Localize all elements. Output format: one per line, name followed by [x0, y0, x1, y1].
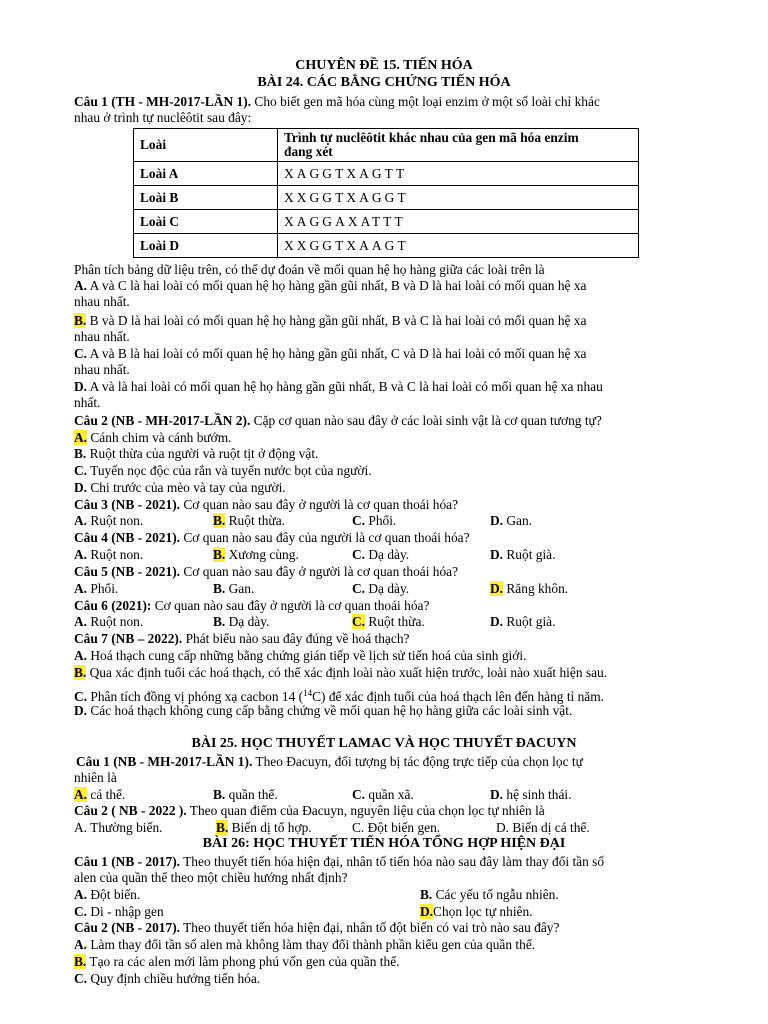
q26-1-option-b-key: B. [420, 887, 433, 902]
q1-option-d-text: A và là hai loài có mối quan hệ họ hàng gần gũi nhất, B và C là hai loài có mối quan hệ xa nhau [87, 379, 603, 394]
q26-1-stem-text: Theo thuyết tiến hóa hiện đại, nhân tố tiến hóa nào sau đây làm thay đổi tần số [180, 854, 605, 869]
q25-1-option-a [74, 787, 125, 803]
q26-1-option-a-key: A. [74, 887, 88, 902]
table-header-row [134, 129, 639, 162]
q3-option-d [490, 513, 532, 529]
q7-option-d [74, 703, 714, 719]
q6-option-b [213, 614, 269, 630]
table-cell-sequence: XAGGTXAGTT [278, 162, 639, 186]
q26-1-option-c [74, 904, 164, 920]
q26-2-option-a-key: A. [74, 937, 88, 952]
q1-option-d-cont: nhất. [74, 395, 101, 410]
table-cell-species: Loài A [134, 162, 278, 186]
q1-option-c-key: C. [74, 346, 88, 361]
q1-option-c-cont: nhau nhất. [74, 362, 130, 377]
q26-1-option-b [420, 887, 559, 903]
q6-stem-text: Cơ quan nào sau đây ở người là cơ quan thoái hóa? [151, 598, 430, 613]
q25-1-option-a-text: cá thể. [87, 787, 126, 802]
q6-option-d-key: D. [490, 614, 504, 629]
q1-stem-line2: nhau ở trình tự nuclêôtit sau đây: [74, 110, 252, 125]
q26-1-option-d [420, 904, 533, 920]
q7-option-c-key: C. [74, 689, 88, 704]
q5-option-a [74, 581, 118, 597]
q6-option-a-key: A. [74, 614, 88, 629]
q25-2-option-c-text: Đột biến gen. [364, 820, 441, 835]
q6-stem [74, 598, 714, 614]
q25-2-stem-text: Theo quan điểm của Đacuyn, nguyên liệu của chọn lọc tự nhiên là [186, 803, 545, 818]
q5-stem-text: Cơ quan nào sau đây ở người là cơ quan thoái hóa? [180, 564, 459, 579]
q25-1-option-c-key: C. [352, 787, 366, 802]
q25-1-label: Câu 1 (NB - MH-2017-LẦN 1). [76, 754, 253, 769]
q2-option-d-key: D. [74, 480, 88, 495]
q4-option-a-key: A. [74, 547, 88, 562]
q3-option-a-text: Ruột non. [87, 513, 144, 528]
q2-option-a [74, 430, 714, 446]
q25-2-label: Câu 2 ( NB - 2022 ). [74, 803, 187, 818]
q7-option-a-key: A. [74, 648, 88, 663]
q4-stem-text: Cơ quan nào sau đây của người là cơ quan thoái hóa? [180, 530, 470, 545]
q4-option-b [213, 547, 299, 563]
q25-1-option-b [213, 787, 278, 803]
q4-option-c-key: C. [352, 547, 366, 562]
q3-label: Câu 3 (NB - 2021). [74, 497, 181, 512]
table-cell-species: Loài C [134, 210, 278, 234]
q26-2-option-a [74, 937, 714, 953]
q3-option-b-text: Ruột thừa. [225, 513, 285, 528]
q26-2-option-b-key-correct: B. [74, 954, 87, 969]
q5-option-d-text: Răng khôn. [503, 581, 569, 596]
q2-option-c [74, 463, 714, 479]
q7-option-d-key: D. [74, 703, 88, 718]
q25-2-option-b [216, 820, 312, 836]
table-header-species: Loài [134, 129, 278, 162]
q26-1-option-a [74, 887, 140, 903]
table-row [134, 210, 639, 234]
q25-1-option-d-key: D. [490, 787, 504, 802]
q4-option-d-key: D. [490, 547, 504, 562]
q26-2-option-b [74, 954, 714, 970]
q25-2-option-b-text: Biến dị tổ hợp. [228, 820, 312, 835]
q25-2-option-d [496, 820, 590, 836]
q26-1-option-a-text: Đột biến. [87, 887, 141, 902]
q7-option-b [74, 665, 714, 681]
q3-stem-text: Cơ quan nào sau đây ở người là cơ quan thoái hóa? [180, 497, 459, 512]
q2-label: Câu 2 (NB - MH-2017-LẦN 2). [74, 413, 251, 428]
q6-option-d-text: Ruột già. [503, 614, 556, 629]
q7-option-d-text: Các hoá thạch không cung cấp bằng chứng về mối quan hệ họ hàng giữa các loài sinh vật. [87, 703, 573, 718]
q4-label: Câu 4 (NB - 2021). [74, 530, 181, 545]
q2-option-d-text: Chi trước của mèo và tay của người. [87, 480, 286, 495]
q2-option-b-key: B. [74, 446, 87, 461]
q7-stem [74, 631, 714, 647]
q26-2-option-c [74, 971, 714, 987]
table-header-sequence-line1: Trình tự nuclêôtit khác nhau của gen mã hóa enzim [284, 130, 579, 145]
q25-1-option-d [490, 787, 571, 803]
q2-option-a-key-correct: A. [74, 430, 88, 445]
q26-2-label: Câu 2 (NB - 2017). [74, 920, 181, 935]
q25-2-option-d-key: D. [496, 820, 510, 835]
q1-option-b-text: B và D là hai loài có mối quan hệ họ hàng gần gũi nhất, B và C là hai loài có mối quan hệ xa [86, 313, 587, 328]
q26-1-option-b-text: Các yếu tố ngẫu nhiên. [432, 887, 559, 902]
q7-option-a [74, 648, 714, 664]
table-cell-sequence: XXGGTXAGGT [278, 186, 639, 210]
q26-2-stem [74, 920, 714, 936]
q2-stem [74, 413, 714, 429]
q3-option-c-text: Phổi. [365, 513, 397, 528]
q26-2-option-c-key: C. [74, 971, 88, 986]
q1-stem-text: Cho biết gen mã hóa cùng một loại enzim ở một số loài chỉ khác [251, 94, 600, 109]
q3-option-c [352, 513, 396, 529]
table-row [134, 186, 639, 210]
lesson-25-title: BÀI 25. HỌC THUYẾT LAMAC VÀ HỌC THUYẾT ĐACUYN [191, 736, 577, 751]
q1-option-a-text: A và C là hai loài có mối quan hệ họ hàng gần gũi nhất, B và D là hai loài có mối quan hệ xa [87, 278, 587, 293]
q25-1-option-a-key-correct: A. [74, 787, 88, 802]
q5-option-c [352, 581, 409, 597]
lesson-24-title: BÀI 24. CÁC BẰNG CHỨNG TIẾN HÓA [257, 75, 511, 90]
q25-1-stem-text: Theo Đacuyn, đối tượng bị tác động trực tiếp của chọn lọc tự [252, 754, 583, 769]
table-cell-sequence: XAGGAXATTT [278, 210, 639, 234]
q5-option-d-key-correct: D. [490, 581, 504, 596]
q7-option-c-superscript: 14 [303, 688, 313, 698]
chapter-title: CHUYÊN ĐỀ 15. TIẾN HÓA [295, 58, 473, 73]
q4-option-b-key-correct: B. [213, 547, 226, 562]
q5-option-d [490, 581, 568, 597]
q1-option-d [74, 379, 714, 395]
q2-option-c-key: C. [74, 463, 88, 478]
q1-option-a-key: A. [74, 278, 88, 293]
q4-option-d-text: Ruột già. [503, 547, 556, 562]
q3-option-b-key-correct: B. [213, 513, 226, 528]
q3-option-a [74, 513, 143, 529]
lesson-26-title: BÀI 26: HỌC THUYẾT TIẾN HÓA TỔNG HỢP HIỆN ĐẠI [202, 836, 566, 851]
q1-label: Câu 1 (TH - MH-2017-LẦN 1). [74, 94, 252, 109]
q25-1-stem-line1 [76, 754, 716, 770]
q6-option-c-text: Ruột thừa. [365, 614, 425, 629]
q7-option-c-text-before: Phân tích đồng vị phóng xạ cacbon 14 ( [87, 689, 304, 704]
table-header-sequence-line2: đang xét [284, 144, 333, 159]
q2-option-b [74, 446, 714, 462]
q25-2-option-a-key: A. [74, 820, 88, 835]
q25-2-option-b-key-correct: B. [216, 820, 229, 835]
q6-option-a [74, 614, 143, 630]
q3-stem [74, 497, 714, 513]
q1-option-d-key: D. [74, 379, 88, 394]
q26-1-option-d-text: Chọn lọc tự nhiên. [433, 904, 533, 919]
q7-option-c [74, 685, 714, 705]
q7-option-c-text-after: C) để xác định tuổi của hoá thạch lên đến hàng tỉ năm. [312, 689, 605, 704]
q5-option-b-text: Gan. [225, 581, 255, 596]
table-header-sequence [278, 129, 639, 162]
q1-option-c-text: A và B là hai loài có mối quan hệ họ hàng gần gũi nhất, C và D là hai loài có mối quan hệ xa [87, 346, 587, 361]
q6-option-a-text: Ruột non. [87, 614, 144, 629]
table-row [134, 162, 639, 186]
q1-stem-line1 [74, 94, 714, 110]
q6-option-c-key-correct: C. [352, 614, 366, 629]
q2-stem-text: Cặp cơ quan nào sau đây ở các loài sinh vật là cơ quan tương tự? [250, 413, 602, 428]
q1-option-b-key-correct: B. [74, 313, 87, 328]
q6-option-b-text: Dạ dày. [225, 614, 270, 629]
q26-2-option-b-text: Tạo ra các alen mới làm phong phú vốn gen của quần thể. [86, 954, 400, 969]
q6-label: Câu 6 (2021): [74, 598, 152, 613]
q25-2-option-a-text: Thường biến. [87, 820, 163, 835]
q26-1-option-c-key: C. [74, 904, 88, 919]
q4-option-d [490, 547, 555, 563]
q25-2-stem [74, 803, 714, 819]
q7-option-a-text: Hoá thạch cung cấp những bằng chứng gián tiếp về lịch sử tiến hoá của sinh giới. [87, 648, 527, 663]
q26-1-stem-line2: alen của quần thể theo một chiều hướng nhất định? [74, 870, 348, 885]
q26-2-option-a-text: Làm thay đổi tần số alen mà không làm thay đổi thành phần kiểu gen của quần thể. [87, 937, 536, 952]
q1-option-b-cont: nhau nhất. [74, 329, 130, 344]
q7-label: Câu 7 (NB – 2022). [74, 631, 183, 646]
q1-option-a [74, 278, 714, 294]
q26-1-option-c-text: Di - nhập gen [87, 904, 164, 919]
q2-option-b-text: Ruột thừa của người và ruột tịt ở động vật. [86, 446, 319, 461]
q5-option-a-key: A. [74, 581, 88, 596]
q3-option-d-text: Gan. [503, 513, 533, 528]
q1-after-table: Phân tích bảng dữ liệu trên, có thể dự đoán về mối quan hệ họ hàng giữa các loài trên là [74, 262, 545, 277]
q4-option-a-text: Ruột non. [87, 547, 144, 562]
q5-option-a-text: Phổi. [87, 581, 119, 596]
table-row [134, 234, 639, 258]
table-cell-sequence: XXGGTXAAGT [278, 234, 639, 258]
q4-stem [74, 530, 714, 546]
q5-option-c-text: Dạ dày. [365, 581, 410, 596]
q7-stem-text: Phát biểu nào sau đây đúng về hoá thạch? [182, 631, 410, 646]
q6-option-d [490, 614, 555, 630]
q7-option-b-text: Qua xác định tuổi các hoá thạch, có thể xác định loài nào xuất hiện trước, loài nào xuất hiện sau. [86, 665, 608, 680]
q3-option-c-key: C. [352, 513, 366, 528]
q1-option-a-cont: nhau nhất. [74, 294, 130, 309]
q25-2-option-d-text: Biến dị cá thể. [509, 820, 590, 835]
q25-1-option-c-text: quần xã. [365, 787, 414, 802]
gene-sequence-table [133, 128, 639, 258]
q26-2-option-c-text: Quy định chiều hướng tiến hóa. [87, 971, 261, 986]
q2-option-d [74, 480, 714, 496]
q25-1-option-b-text: quần thể. [225, 787, 278, 802]
q4-option-b-text: Xương cùng. [225, 547, 299, 562]
q3-option-b [213, 513, 285, 529]
q5-option-c-key: C. [352, 581, 366, 596]
q25-1-option-d-text: hệ sinh thái. [503, 787, 572, 802]
q3-option-a-key: A. [74, 513, 88, 528]
q6-option-b-key: B. [213, 614, 226, 629]
q5-option-b-key: B. [213, 581, 226, 596]
q1-option-b [74, 313, 714, 329]
q25-2-option-c-key: C. [352, 820, 365, 835]
q7-option-b-key-correct: B. [74, 665, 87, 680]
q3-option-d-key: D. [490, 513, 504, 528]
table-cell-species: Loài D [134, 234, 278, 258]
q25-2-option-a [74, 820, 163, 836]
q2-option-c-text: Tuyến nọc độc của rắn và tuyến nước bọt của người. [87, 463, 372, 478]
q4-option-c [352, 547, 409, 563]
table-cell-species: Loài B [134, 186, 278, 210]
q26-2-stem-text: Theo thuyết tiến hóa hiện đại, nhân tố đột biến có vai trò nào sau đây? [180, 920, 560, 935]
q4-option-c-text: Dạ dày. [365, 547, 410, 562]
q4-option-a [74, 547, 143, 563]
q26-1-label: Câu 1 (NB - 2017). [74, 854, 181, 869]
q2-option-a-text: Cánh chim và cánh bướm. [87, 430, 232, 445]
q5-option-b [213, 581, 254, 597]
q25-2-option-c [352, 820, 440, 836]
q25-1-option-c [352, 787, 414, 803]
q5-label: Câu 5 (NB - 2021). [74, 564, 181, 579]
q6-option-c [352, 614, 425, 630]
q25-1-stem-line2: nhiên là [74, 770, 117, 785]
q26-1-option-d-key-correct: D. [420, 904, 434, 919]
q1-option-c [74, 346, 714, 362]
q26-1-stem-line1 [74, 854, 714, 870]
q25-1-option-b-key: B. [213, 787, 226, 802]
q5-stem [74, 564, 714, 580]
